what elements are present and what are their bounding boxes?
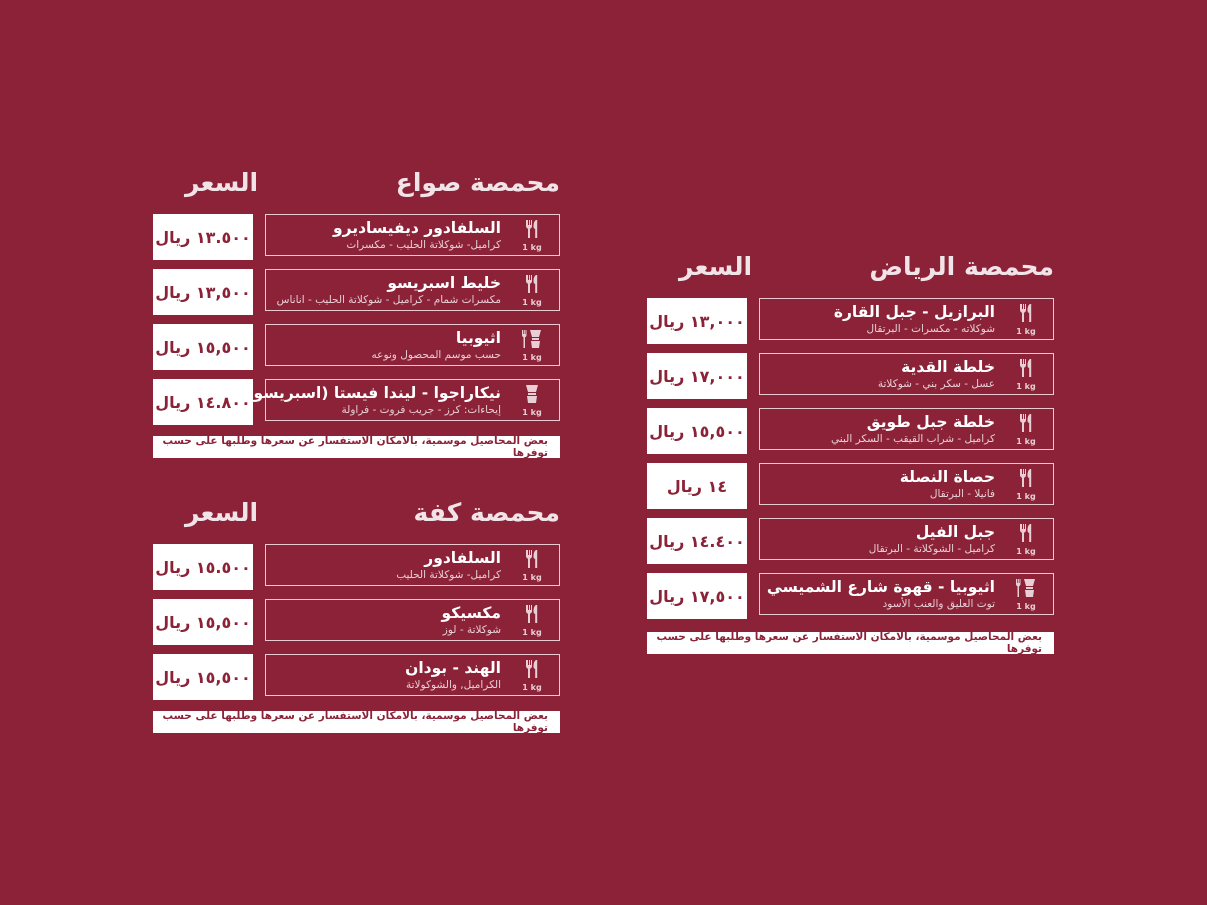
item-box xyxy=(759,408,1054,450)
price-box: ١٥,٥٠٠ ريال xyxy=(153,324,253,370)
menu-row xyxy=(647,573,1054,619)
fork-knife-icon xyxy=(519,218,545,252)
item-box xyxy=(265,654,560,696)
menu-row xyxy=(153,654,560,700)
item-title: السلفادور xyxy=(424,549,501,567)
fork-knife-icon xyxy=(1013,522,1039,556)
menu-row xyxy=(153,214,560,260)
item-title: خليط اسبريسو xyxy=(387,274,501,292)
item-box xyxy=(265,214,560,256)
fork-knife-icon xyxy=(1013,302,1039,336)
item-title: حصاة النصلة xyxy=(899,468,995,486)
riyadh-title: محمصة الرياض xyxy=(869,252,1054,281)
item-box xyxy=(759,518,1054,560)
price-box: ١٣,٠٠٠ ريال xyxy=(647,298,747,344)
fork-knife-icon xyxy=(519,273,545,307)
item-title: الهند - بودان xyxy=(405,659,501,677)
item-notes: شوكلاتة - لوز xyxy=(442,624,501,636)
item-title: اثيوبيا xyxy=(455,329,501,347)
price-box: ١٧,٥٠٠ ريال xyxy=(647,573,747,619)
item-title: جبل الفيل xyxy=(915,523,995,541)
item-box xyxy=(759,298,1054,340)
fork-knife-icon xyxy=(1013,467,1039,501)
fork-knife-filter-icon xyxy=(519,328,545,362)
unit-label: 1 kg xyxy=(522,628,542,637)
sawwa-note: بعض المحاصيل موسمية، بالامكان الاستفسار عن سعرها وطلبها على حسب توفرها xyxy=(153,436,560,458)
riyadh-items xyxy=(647,298,1054,619)
kaffa-items xyxy=(153,544,560,700)
menu-row xyxy=(153,599,560,645)
riyadh-header xyxy=(647,252,1054,292)
kaffa-note: بعض المحاصيل موسمية، بالامكان الاستفسار عن سعرها وطلبها على حسب توفرها xyxy=(153,711,560,733)
item-title: البرازيل - جبل القارة xyxy=(833,303,995,321)
fork-knife-filter-icon xyxy=(1013,577,1039,611)
sawwa-header xyxy=(153,168,560,208)
menu-row xyxy=(647,298,1054,344)
item-box xyxy=(759,463,1054,505)
item-title: السلفادور ديفيساديرو xyxy=(332,219,501,237)
unit-label: 1 kg xyxy=(1016,382,1036,391)
menu-row xyxy=(647,353,1054,399)
item-box xyxy=(759,573,1054,615)
sawwa-title: محمصة صواع xyxy=(395,168,560,197)
unit-label: 1 kg xyxy=(522,573,542,582)
item-title: مكسيكو xyxy=(441,604,501,622)
unit-label: 1 kg xyxy=(1016,602,1036,611)
item-notes: فانيلا - البرتقال xyxy=(929,488,995,500)
sawwa-price-header: السعر xyxy=(185,168,259,197)
fork-knife-icon xyxy=(519,548,545,582)
unit-label: 1 kg xyxy=(522,243,542,252)
price-box: ١٣.٥٠٠ ريال xyxy=(153,214,253,260)
price-box: ١٥,٥٠٠ ريال xyxy=(153,654,253,700)
menu-row xyxy=(153,269,560,315)
riyadh-price-header: السعر xyxy=(679,252,753,281)
fork-knife-icon xyxy=(1013,357,1039,391)
fork-knife-icon xyxy=(1013,412,1039,446)
kaffa-panel xyxy=(153,498,560,734)
kaffa-price-header: السعر xyxy=(185,498,259,527)
item-box xyxy=(265,544,560,586)
menu-row xyxy=(153,379,560,425)
price-box: ١٧,٠٠٠ ريال xyxy=(647,353,747,399)
menu-row xyxy=(647,463,1054,509)
item-notes: حسب موسم المحصول ونوعه xyxy=(371,349,501,361)
item-title: اثيوبيا - قهوة شارع الشميسي xyxy=(766,578,995,596)
unit-label: 1 kg xyxy=(522,408,542,417)
item-box xyxy=(759,353,1054,395)
item-notes: عسل - سكر بني - شوكلاتة xyxy=(877,378,995,390)
menu-row xyxy=(647,518,1054,564)
riyadh-note: بعض المحاصيل موسمية، بالامكان الاستفسار عن سعرها وطلبها على حسب توفرها xyxy=(647,632,1054,654)
unit-label: 1 kg xyxy=(1016,437,1036,446)
fork-knife-icon xyxy=(519,603,545,637)
fork-knife-icon xyxy=(519,658,545,692)
unit-label: 1 kg xyxy=(522,353,542,362)
price-box: ١٣,٥٠٠ ريال xyxy=(153,269,253,315)
menu-row xyxy=(647,408,1054,454)
price-box: ١٥.٥٠٠ ريال xyxy=(153,544,253,590)
filter-icon xyxy=(519,383,545,417)
menu-row xyxy=(153,544,560,590)
kaffa-header xyxy=(153,498,560,538)
unit-label: 1 kg xyxy=(522,298,542,307)
price-box: ١٤ ريال xyxy=(647,463,747,509)
kaffa-title: محمصة كفة xyxy=(413,498,560,527)
item-notes: كراميل - الشوكلاتة - البرتقال xyxy=(868,543,995,555)
item-box xyxy=(246,379,560,421)
sawwa-panel xyxy=(153,168,560,459)
riyadh-panel xyxy=(647,252,1054,655)
price-box: ١٥,٥٠٠ ريال xyxy=(153,599,253,645)
item-box xyxy=(265,269,560,311)
unit-label: 1 kg xyxy=(1016,327,1036,336)
item-notes: كراميل- شوكلاتة الحليب - مكسرات xyxy=(346,239,501,251)
unit-label: 1 kg xyxy=(1016,547,1036,556)
item-box xyxy=(265,599,560,641)
item-notes: كراميل - شراب القيقب - السكر البني xyxy=(831,433,995,445)
unit-label: 1 kg xyxy=(522,683,542,692)
item-title: نيكاراجوا - ليندا فيستا (اسبريسو) xyxy=(246,384,501,402)
price-box: ١٤.٤٠٠ ريال xyxy=(647,518,747,564)
item-notes: إيحاءات: كرز - جريب فروت - فراولة xyxy=(341,404,501,416)
item-box xyxy=(265,324,560,366)
item-notes: كراميل- شوكلاتة الحليب xyxy=(396,569,501,581)
item-notes: شوكلاته - مكسرات - البرتقال xyxy=(866,323,995,335)
price-box: ١٤.٨٠٠ ريال xyxy=(153,379,253,425)
price-box: ١٥,٥٠٠ ريال xyxy=(647,408,747,454)
item-notes: مكسرات شمام - كراميل - شوكلاتة الحليب - اناناس xyxy=(276,294,501,306)
item-notes: توت العليق والعنب الأسود xyxy=(882,598,995,610)
item-notes: الكراميل, والشوكولاتة xyxy=(406,679,501,691)
item-title: خلطة جبل طويق xyxy=(866,413,995,431)
item-title: خلطة القدية xyxy=(901,358,995,376)
sawwa-items xyxy=(153,214,560,425)
menu-row xyxy=(153,324,560,370)
unit-label: 1 kg xyxy=(1016,492,1036,501)
